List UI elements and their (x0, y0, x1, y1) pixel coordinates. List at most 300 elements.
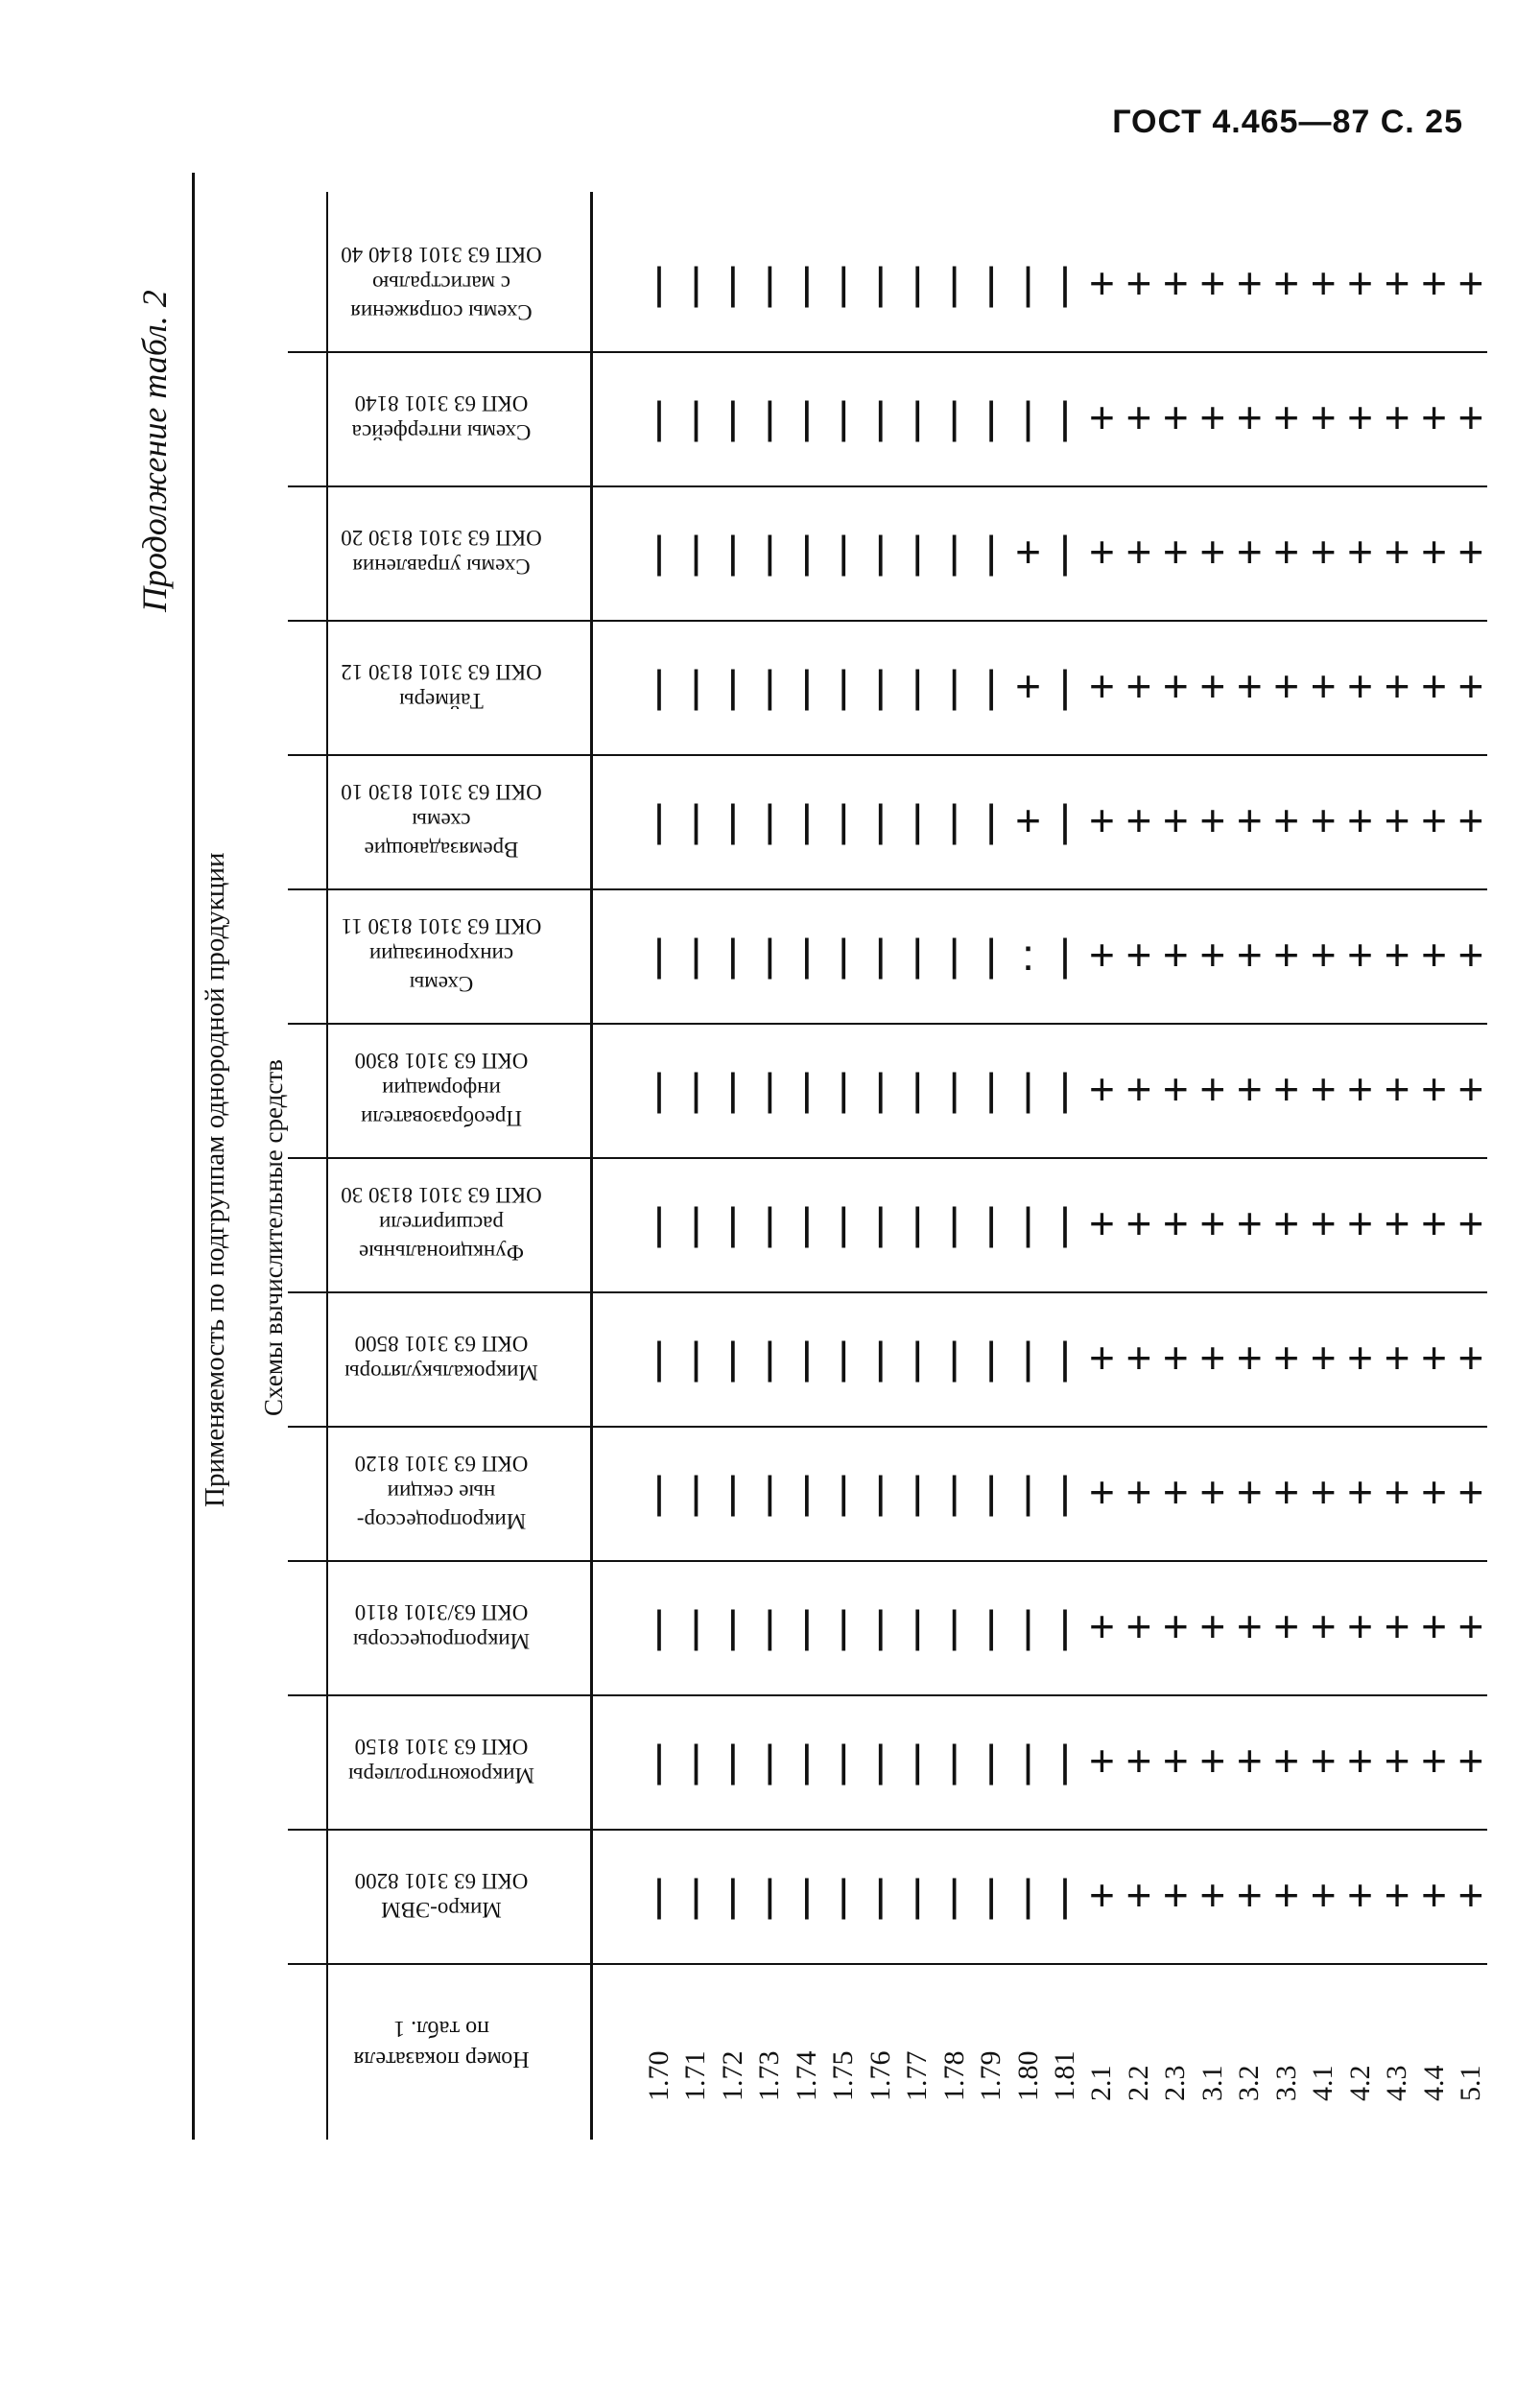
mark: + (1384, 1198, 1410, 1248)
index-value: 1.80 (1011, 2050, 1044, 2101)
column-header-line: ОКП 63 3101 8150 (354, 1735, 529, 1759)
mark: | (838, 930, 850, 980)
mark: + (1273, 1467, 1300, 1517)
row-separator (288, 888, 1487, 890)
mark: | (948, 1601, 960, 1651)
mark: | (1022, 1333, 1034, 1383)
mark: + (1199, 1064, 1226, 1114)
mark: + (1347, 1198, 1374, 1248)
mark: + (1421, 527, 1447, 577)
mark: + (1199, 258, 1226, 308)
column-header-line: Схемы сопряжения (350, 300, 533, 324)
index-value: 1.74 (790, 2050, 822, 2101)
mark: | (985, 930, 998, 980)
mark: | (726, 1333, 739, 1383)
row-separator (288, 351, 1487, 353)
index-value: 3.1 (1196, 2065, 1228, 2101)
mark: | (874, 930, 887, 980)
mark: | (653, 1870, 665, 1920)
mark: + (1384, 930, 1410, 980)
column-header-line: Микроконтроллеры (348, 1763, 534, 1787)
mark: + (1273, 1736, 1300, 1786)
mark: + (1015, 795, 1041, 845)
mark: | (1059, 258, 1071, 308)
mark: + (1089, 258, 1115, 308)
mark: | (653, 527, 665, 577)
mark: | (690, 527, 702, 577)
mark-row (643, 389, 1487, 446)
column-header-line: Микро-ЭВМ (381, 1898, 502, 1922)
mark: + (1125, 1467, 1152, 1517)
mark: + (1162, 392, 1189, 442)
mark: + (1089, 1736, 1115, 1786)
row-separator (288, 1291, 1487, 1293)
mark: + (1199, 1333, 1226, 1383)
mark: + (1310, 258, 1337, 308)
mark: | (726, 1064, 739, 1114)
mark: + (1236, 930, 1263, 980)
column-header-line: ОКП 63 3101 8120 (354, 1452, 529, 1476)
mark: + (1199, 392, 1226, 442)
mark: | (690, 1198, 702, 1248)
column-header-line: Преобразователи (361, 1106, 522, 1130)
mark: | (800, 795, 813, 845)
mark: + (1273, 527, 1300, 577)
mark: | (800, 930, 813, 980)
left-border-line (192, 173, 195, 2140)
mark: | (948, 1198, 960, 1248)
mark: + (1421, 1467, 1447, 1517)
column-header-line: ОКП 63 3101 8130 11 (341, 914, 542, 938)
mark: | (912, 930, 924, 980)
index-value: 1.73 (753, 2050, 786, 2101)
index-value: 1.70 (643, 2050, 675, 2101)
index-value: 4.4 (1417, 2065, 1450, 2101)
mark: + (1125, 1333, 1152, 1383)
mark: + (1089, 527, 1115, 577)
mark: | (838, 1467, 850, 1517)
mark: + (1457, 930, 1484, 980)
column-header (326, 624, 557, 748)
mark: | (653, 258, 665, 308)
mark: | (838, 1870, 850, 1920)
mark: | (800, 1064, 813, 1114)
mark: + (1384, 392, 1410, 442)
column-header-line: ОКП 63 3101 8300 (354, 1049, 529, 1073)
mark: | (653, 392, 665, 442)
index-value: 4.1 (1307, 2065, 1339, 2101)
mark: | (1059, 1064, 1071, 1114)
mark: | (800, 258, 813, 308)
mark: + (1162, 1870, 1189, 1920)
mark: + (1162, 795, 1189, 845)
mark: | (653, 1601, 665, 1651)
mark: | (764, 1333, 776, 1383)
mark: + (1384, 1601, 1410, 1651)
mark: | (653, 930, 665, 980)
mark: | (690, 661, 702, 711)
mark: | (800, 1870, 813, 1920)
mark: | (838, 1601, 850, 1651)
mark: | (764, 1467, 776, 1517)
column-header-line: Микропроцессоры (352, 1629, 531, 1653)
mark: + (1089, 661, 1115, 711)
mark: | (690, 1870, 702, 1920)
mark: | (948, 1467, 960, 1517)
column-header (326, 1833, 557, 1957)
mark: + (1384, 1870, 1410, 1920)
mark: | (764, 661, 776, 711)
mark: | (1059, 661, 1071, 711)
mark: | (726, 1736, 739, 1786)
mark: | (1059, 930, 1071, 980)
mark: | (726, 1870, 739, 1920)
mark: + (1273, 1198, 1300, 1248)
mark: + (1236, 1601, 1263, 1651)
mark: | (912, 661, 924, 711)
mark: | (690, 1333, 702, 1383)
index-header-line: Номер показателя (353, 2047, 530, 2071)
mark: + (1310, 1064, 1337, 1114)
mark: | (726, 527, 739, 577)
mark-row (643, 1329, 1487, 1386)
table (134, 173, 1486, 2140)
mark: | (874, 1333, 887, 1383)
mark: + (1384, 661, 1410, 711)
page-header: ГОСТ 4.465—87 С. 25 (1112, 104, 1463, 140)
mark: + (1421, 930, 1447, 980)
mark: + (1125, 1198, 1152, 1248)
mark: | (912, 258, 924, 308)
mark: + (1199, 1467, 1226, 1517)
column-header (326, 1295, 557, 1420)
mark: | (690, 795, 702, 845)
mark: + (1310, 930, 1337, 980)
mark: | (948, 527, 960, 577)
mark: + (1421, 392, 1447, 442)
mark: + (1015, 661, 1041, 711)
mark: + (1162, 258, 1189, 308)
mark: + (1421, 795, 1447, 845)
mark: | (948, 1736, 960, 1786)
mark: | (874, 1870, 887, 1920)
mark: | (1059, 1467, 1071, 1517)
mark: + (1384, 527, 1410, 577)
row-separator (288, 1157, 1487, 1159)
mark: + (1199, 1870, 1226, 1920)
mark: + (1236, 1870, 1263, 1920)
column-header-line: Микрокалькуляторы (344, 1361, 538, 1384)
index-value: 5.1 (1454, 2065, 1486, 2101)
mark: + (1273, 1064, 1300, 1114)
mark: + (1457, 1870, 1484, 1920)
mark: | (1059, 392, 1071, 442)
mark: | (1022, 1467, 1034, 1517)
mark: + (1236, 392, 1263, 442)
column-header (326, 1430, 557, 1554)
mark: + (1236, 1467, 1263, 1517)
mark: | (838, 1736, 850, 1786)
mark: | (874, 1601, 887, 1651)
mark: | (764, 258, 776, 308)
row-separator (288, 1426, 1487, 1428)
column-header (326, 489, 557, 614)
mark: | (800, 1198, 813, 1248)
column-header-line: Функциональные (359, 1241, 524, 1265)
mark: + (1273, 1601, 1300, 1651)
mark-row (643, 657, 1487, 715)
column-header-line: ные секции (387, 1480, 496, 1504)
mark: + (1273, 930, 1300, 980)
column-header-line: ОКП 63 3101 8130 10 (341, 780, 542, 804)
mark: | (690, 1736, 702, 1786)
mark: | (690, 1467, 702, 1517)
column-header-line: синхронизации (368, 943, 514, 967)
row-separator (288, 1963, 1487, 1965)
index-value: 2.3 (1159, 2065, 1192, 2101)
mark: + (1421, 258, 1447, 308)
mark: | (838, 392, 850, 442)
mark: + (1125, 258, 1152, 308)
index-value: 2.1 (1085, 2065, 1118, 2101)
mark: | (948, 1870, 960, 1920)
mark: | (1059, 1198, 1071, 1248)
mark: + (1089, 1333, 1115, 1383)
mark: | (800, 1601, 813, 1651)
mark: | (985, 1198, 998, 1248)
mark: | (1022, 1064, 1034, 1114)
mark: | (985, 795, 998, 845)
mark: + (1310, 1601, 1337, 1651)
mark: + (1347, 1870, 1374, 1920)
mark: | (690, 1601, 702, 1651)
column-header-line: Таймеры (399, 689, 484, 713)
mark: | (838, 1333, 850, 1383)
mark: + (1199, 527, 1226, 577)
mark: | (985, 392, 998, 442)
mark: | (1059, 1333, 1071, 1383)
mark: | (985, 661, 998, 711)
mark: | (985, 1333, 998, 1383)
mark: + (1125, 1870, 1152, 1920)
mark: | (764, 1198, 776, 1248)
mark: | (838, 1064, 850, 1114)
mark: | (874, 795, 887, 845)
mark: + (1089, 795, 1115, 845)
mark: + (1457, 1333, 1484, 1383)
mark: + (1457, 795, 1484, 845)
mark: + (1162, 1736, 1189, 1786)
mark: | (912, 1064, 924, 1114)
column-header-line: ОКП 63 3101 8130 12 (341, 660, 542, 684)
mark: | (764, 1736, 776, 1786)
mark-row (643, 1732, 1487, 1789)
mark: | (800, 1467, 813, 1517)
mark: + (1089, 1198, 1115, 1248)
mark: | (726, 930, 739, 980)
index-header (326, 1976, 557, 2111)
mark-row (643, 1597, 1487, 1655)
column-header-line: схемы (412, 809, 471, 833)
mark: | (1022, 1736, 1034, 1786)
mark: + (1273, 258, 1300, 308)
mark: | (800, 1333, 813, 1383)
mark: + (1199, 1736, 1226, 1786)
column-header-line: ОКП 63 3101 8140 (354, 391, 529, 415)
mark: | (985, 1736, 998, 1786)
mark: + (1347, 1736, 1374, 1786)
column-header-line: Времязадающие (364, 838, 519, 862)
mark: + (1199, 1198, 1226, 1248)
column-header-line: ОКП 63 3101 8500 (354, 1332, 529, 1356)
mark: + (1457, 1736, 1484, 1786)
mark: | (948, 258, 960, 308)
mark: + (1310, 392, 1337, 442)
mark: | (764, 930, 776, 980)
column-header (326, 1027, 557, 1151)
mark: + (1347, 1467, 1374, 1517)
mark: + (1457, 661, 1484, 711)
mark: + (1199, 795, 1226, 845)
mark: | (874, 1467, 887, 1517)
mark: | (764, 392, 776, 442)
mark: | (874, 392, 887, 442)
mark: + (1384, 1064, 1410, 1114)
mark: | (1059, 527, 1071, 577)
column-header (326, 1564, 557, 1689)
mark: | (764, 1601, 776, 1651)
mark: + (1384, 1467, 1410, 1517)
row-separator (288, 620, 1487, 622)
mark: + (1125, 392, 1152, 442)
mark: | (912, 527, 924, 577)
index-value: 1.77 (901, 2050, 934, 2101)
mark: + (1347, 1333, 1374, 1383)
mark: + (1384, 1736, 1410, 1786)
row-separator (288, 485, 1487, 487)
index-value: 1.71 (679, 2050, 712, 2101)
mark: | (838, 661, 850, 711)
mark: + (1347, 527, 1374, 577)
index-values (643, 1976, 1487, 2101)
mark: + (1162, 1467, 1189, 1517)
row-separator (288, 1694, 1487, 1696)
mark: | (912, 795, 924, 845)
row-separator (288, 754, 1487, 756)
mark: | (1059, 1601, 1071, 1651)
mark: | (912, 1333, 924, 1383)
mark: | (726, 795, 739, 845)
mark: + (1236, 527, 1263, 577)
index-value: 3.2 (1233, 2065, 1266, 2101)
row-separator (288, 1829, 1487, 1831)
mark-row (643, 1866, 1487, 1924)
mark: | (690, 258, 702, 308)
mark: | (985, 1064, 998, 1114)
mark: | (874, 661, 887, 711)
group-title: Применяемость по подгруппам однородной продукции (200, 852, 230, 1508)
mark: + (1273, 392, 1300, 442)
mark: | (838, 795, 850, 845)
mark: + (1125, 527, 1152, 577)
mark: + (1162, 1064, 1189, 1114)
mark: | (653, 1736, 665, 1786)
mark: | (690, 392, 702, 442)
column-header (326, 758, 557, 883)
column-header-line: Схемы управления (352, 555, 531, 579)
mark: | (948, 795, 960, 845)
mark: | (948, 661, 960, 711)
mark: + (1015, 527, 1041, 577)
mark: + (1125, 1601, 1152, 1651)
sub-title: Схемы вычислительные средств (259, 1059, 288, 1416)
mark-row (643, 523, 1487, 580)
index-header-line: по табл. 1 (393, 2016, 489, 2041)
mark: + (1162, 661, 1189, 711)
mark: | (764, 1870, 776, 1920)
mark: | (874, 258, 887, 308)
mark: + (1089, 1870, 1115, 1920)
mark: | (874, 1064, 887, 1114)
mark: | (653, 1198, 665, 1248)
mark: + (1347, 258, 1374, 308)
mark: | (726, 1198, 739, 1248)
mark: + (1421, 1870, 1447, 1920)
column-header-line: Микропроцессор- (356, 1509, 527, 1533)
mark: | (948, 1064, 960, 1114)
mark: + (1347, 795, 1374, 845)
mark: | (912, 1198, 924, 1248)
column-header-line: Схемы интерфейса (351, 420, 532, 444)
column-header-line: ОКП 63/3101 8110 (354, 1600, 529, 1624)
mark: + (1162, 527, 1189, 577)
mark: : (1022, 930, 1034, 980)
mark: + (1421, 1601, 1447, 1651)
mark: + (1347, 1601, 1374, 1651)
mark: | (800, 392, 813, 442)
mark: + (1347, 392, 1374, 442)
mark: | (1022, 1870, 1034, 1920)
mark: + (1310, 795, 1337, 845)
mark: + (1125, 930, 1152, 980)
mark: + (1421, 1333, 1447, 1383)
mark: | (912, 1601, 924, 1651)
mark: + (1457, 1601, 1484, 1651)
mark: + (1162, 1198, 1189, 1248)
column-header-line: расширители (379, 1212, 504, 1236)
mark: + (1089, 1467, 1115, 1517)
mark: | (948, 930, 960, 980)
mark: | (1059, 1870, 1071, 1920)
mark: + (1162, 1601, 1189, 1651)
mark: | (653, 795, 665, 845)
column-header-line: ОКП 63 3101 8130 20 (341, 526, 542, 550)
mark-row (643, 254, 1487, 312)
mark: | (726, 1601, 739, 1651)
mark: + (1125, 795, 1152, 845)
row-separator (288, 1023, 1487, 1025)
mark: + (1089, 1601, 1115, 1651)
mark: | (726, 258, 739, 308)
mark: | (985, 1870, 998, 1920)
mark: | (985, 258, 998, 308)
mark: + (1384, 258, 1410, 308)
mark: + (1421, 661, 1447, 711)
mark: | (874, 1736, 887, 1786)
mark: | (653, 661, 665, 711)
index-value: 1.81 (1048, 2050, 1080, 2101)
mark: | (653, 1064, 665, 1114)
